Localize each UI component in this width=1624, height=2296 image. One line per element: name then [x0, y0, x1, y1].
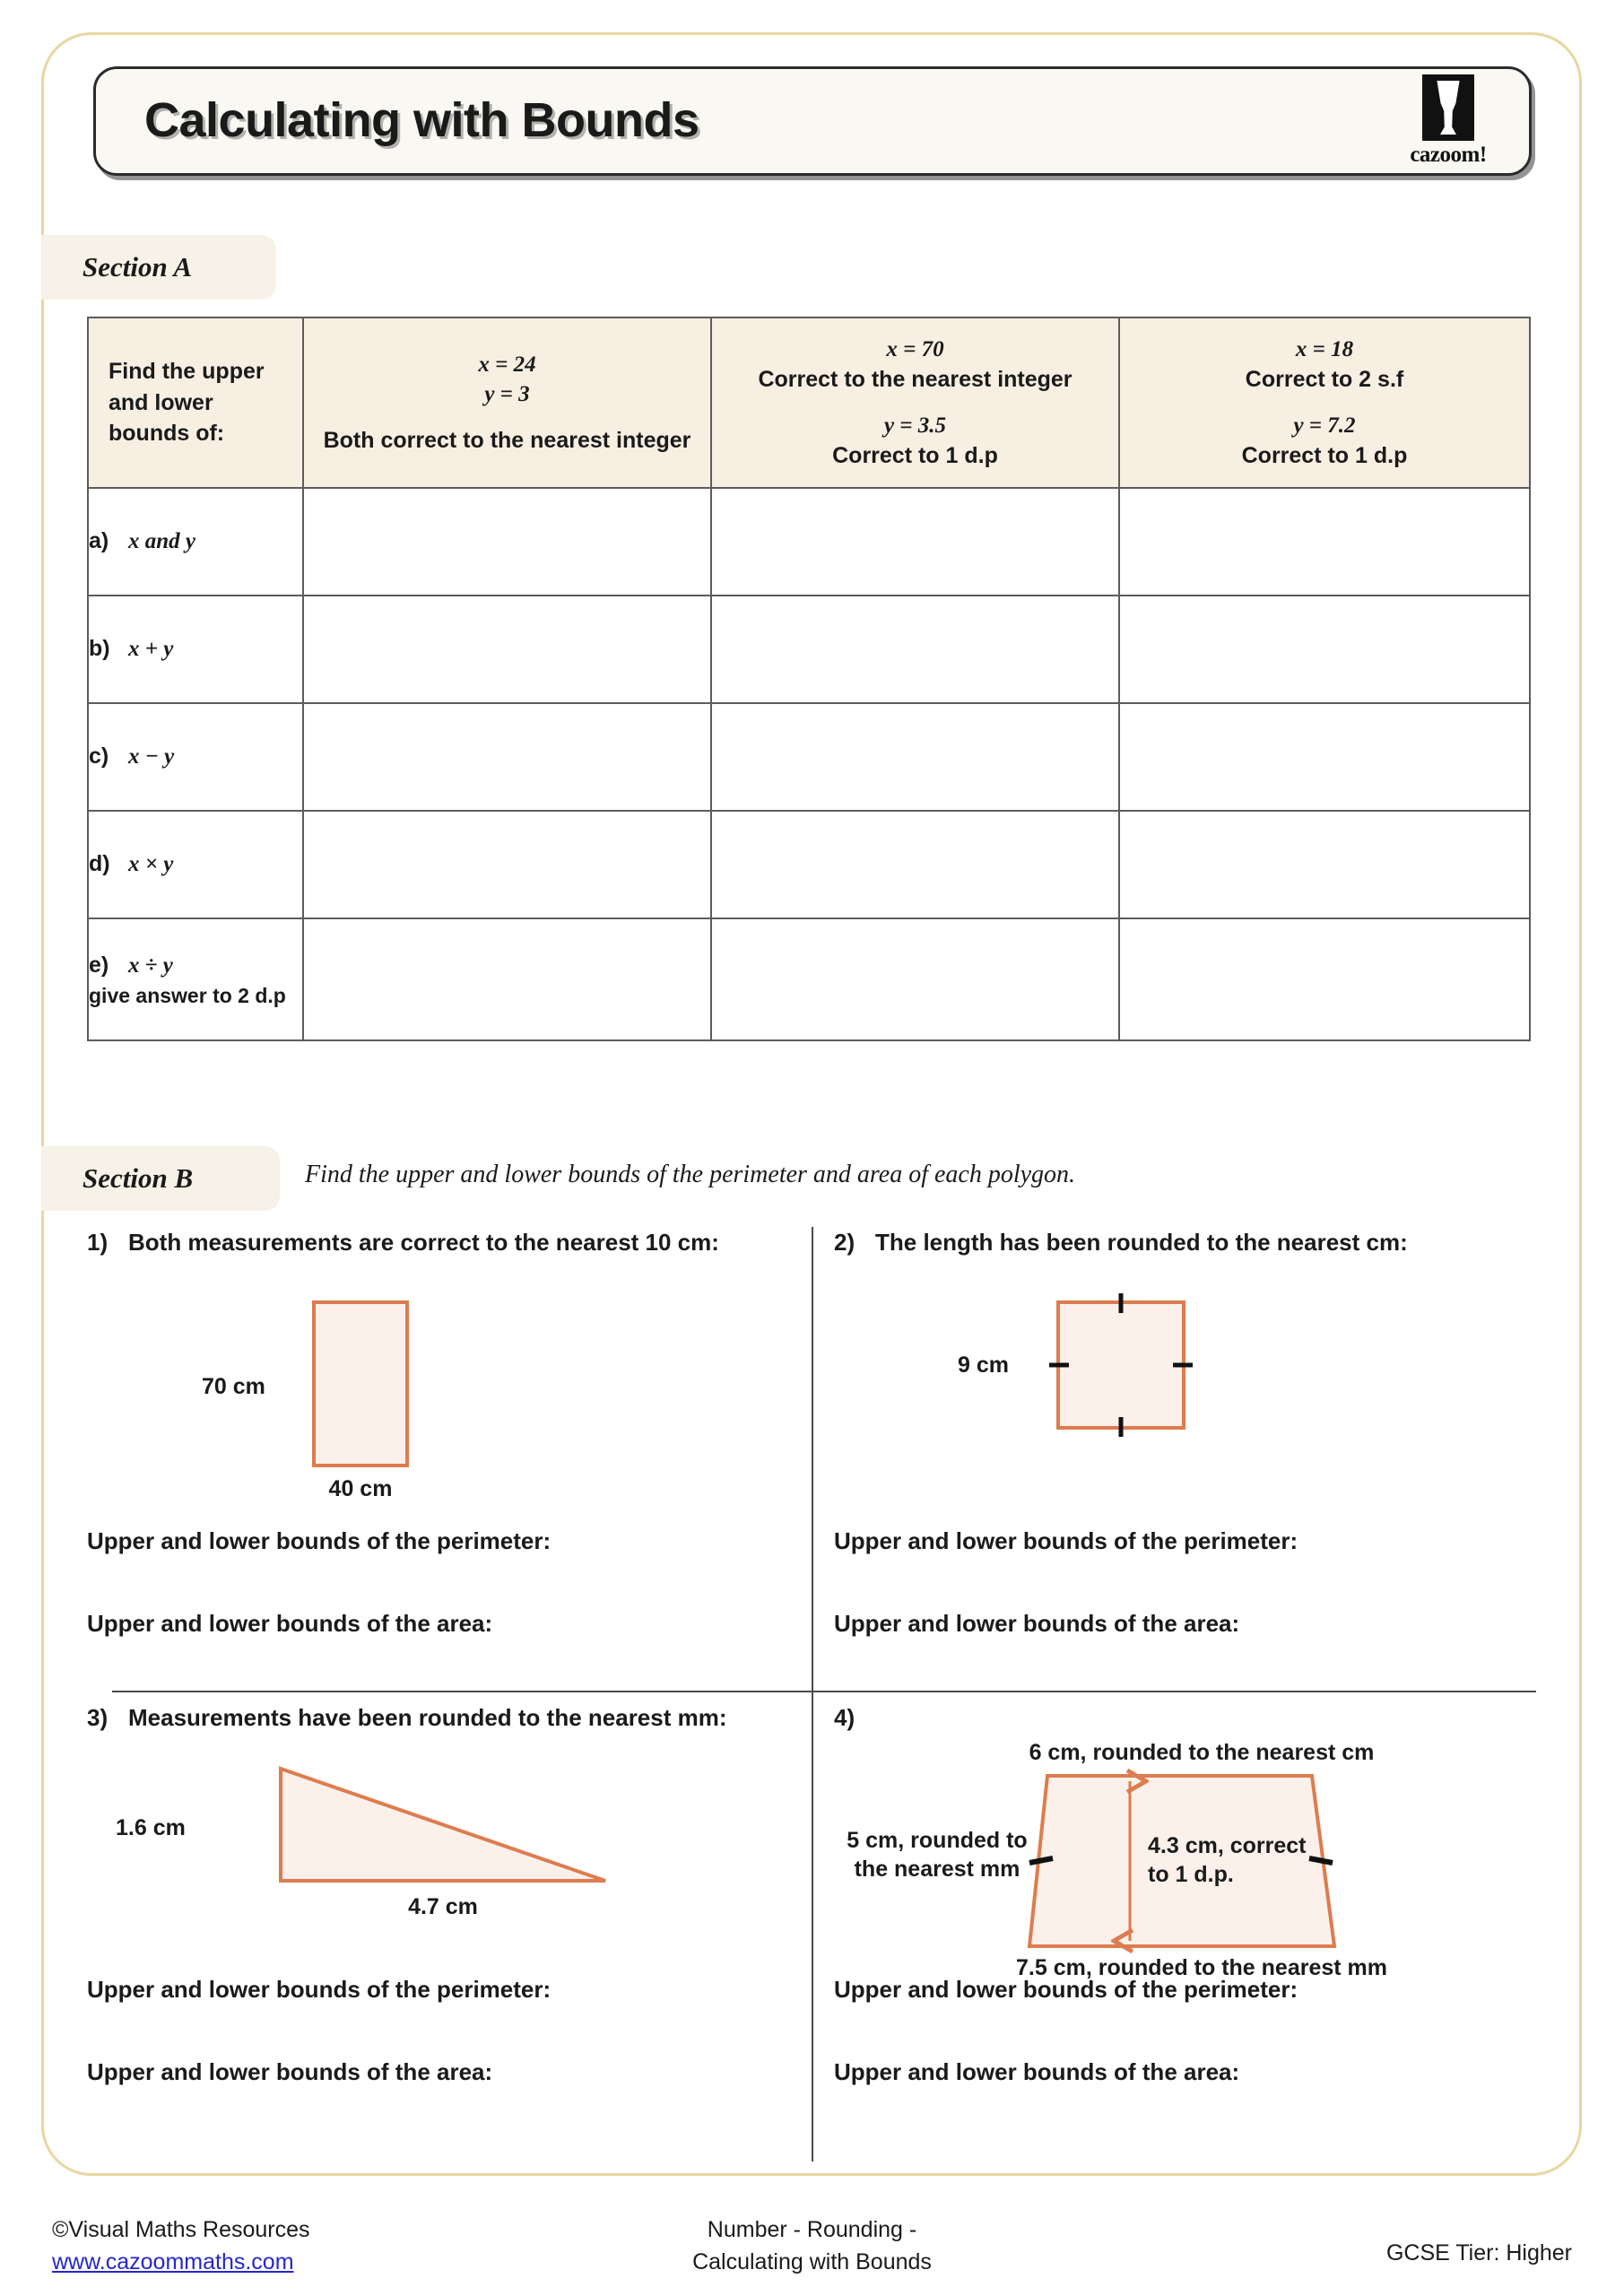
table-row: [88, 596, 1530, 703]
answer-cell-c2[interactable]: [711, 703, 1119, 811]
case3-x-note: Correct to 2 s.f: [1245, 366, 1404, 392]
table-row: [88, 488, 1530, 596]
answer-cell-e1[interactable]: [303, 918, 711, 1040]
rectangle-shape: [314, 1302, 407, 1465]
question-2-perimeter-prompt: Upper and lower bounds of the perimeter:: [834, 1527, 1298, 1555]
rectangle-width-label: 40 cm: [328, 1476, 393, 1502]
website-link[interactable]: www.cazoommaths.com: [52, 2249, 294, 2275]
row-divider: [112, 1691, 1536, 1692]
title-bar: [93, 66, 1532, 176]
question-2-area-prompt: Upper and lower bounds of the area:: [834, 1610, 1240, 1638]
case3-y-note: Correct to 1 d.p: [1241, 442, 1408, 468]
section-b-tab: Section B: [41, 1146, 280, 1211]
question-4-area-prompt: Upper and lower bounds of the area:: [834, 2058, 1240, 2086]
table-header-case-1: [303, 317, 711, 488]
table-row: [88, 811, 1530, 918]
answer-cell-c1[interactable]: [303, 703, 711, 811]
triangle-base-label: 4.7 cm: [408, 1894, 478, 1920]
trapezium-height-label: 4.3 cm, correct to 1 d.p.: [1148, 1833, 1307, 1888]
case2-x: x = 70: [886, 337, 944, 361]
cazoom-logo: [1407, 74, 1489, 168]
square-side-label: 9 cm: [958, 1352, 1009, 1378]
case3-y: y = 7.2: [1293, 413, 1356, 438]
row-expression-a: x and y: [128, 529, 195, 554]
section-b-instruction: Find the upper and lower bounds of the perimeter and area of each polygon.: [305, 1161, 1076, 1188]
answer-cell-a1[interactable]: [303, 488, 711, 596]
question-3-area-prompt: Upper and lower bounds of the area:: [87, 2058, 493, 2086]
row-label-d: [88, 811, 303, 918]
trapezium-top-label: 6 cm, rounded to the nearest cm: [1029, 1740, 1375, 1766]
bounds-table: [87, 317, 1531, 1041]
rectangle-diagram: [87, 1257, 795, 1526]
trapezium-bottom-label: 7.5 cm, rounded to the nearest mm: [1016, 1955, 1387, 1981]
row-index-e: e): [89, 952, 109, 978]
question-3-figure: [87, 1733, 795, 1975]
row-label-e: [88, 918, 303, 1040]
rectangle-height-label: 70 cm: [202, 1374, 265, 1400]
question-1-area-prompt: Upper and lower bounds of the area:: [87, 1610, 493, 1638]
table-header-prompt: Find the upper and lower bounds of:: [88, 317, 303, 488]
triangle-diagram: [87, 1733, 795, 1975]
row-expression-c: x − y: [128, 744, 175, 770]
answer-cell-b1[interactable]: [303, 596, 711, 703]
copyright-text: ©Visual Maths Resources: [52, 2217, 310, 2242]
topic-line-1: Number - Rounding -: [707, 2217, 917, 2242]
case1-x: x = 24: [478, 352, 536, 377]
question-4-text: [875, 1702, 1542, 1733]
row-expression-e: x ÷ y: [128, 953, 173, 978]
topic-line-2: Calculating with Bounds: [692, 2249, 932, 2275]
row-expression-b: x + y: [128, 637, 174, 662]
question-3-text: Measurements have been rounded to the nearest mm:: [128, 1704, 727, 1731]
table-header-row: [88, 317, 1530, 488]
case2-x-note: Correct to the nearest integer: [758, 366, 1073, 392]
question-2: [834, 1227, 1542, 1639]
triangle-height-label: 1.6 cm: [116, 1815, 186, 1841]
question-4-number: 4): [834, 1704, 855, 1731]
question-4-figure: [834, 1733, 1542, 1981]
question-3-perimeter-prompt: Upper and lower bounds of the perimeter:: [87, 1976, 551, 2004]
question-1-heading: [87, 1227, 795, 1257]
case1-y: y = 3: [484, 382, 530, 407]
question-1-perimeter-prompt: Upper and lower bounds of the perimeter:: [87, 1527, 551, 1555]
triangle-shape: [281, 1769, 605, 1881]
answer-cell-d1[interactable]: [303, 811, 711, 918]
answer-cell-d2[interactable]: [711, 811, 1119, 918]
row-label-b: [88, 596, 303, 703]
question-3-number: 3): [87, 1704, 109, 1731]
answer-cell-e3[interactable]: [1119, 918, 1530, 1040]
case3-x: x = 18: [1295, 337, 1354, 361]
question-2-heading: [834, 1227, 1542, 1257]
column-divider: [812, 1227, 813, 2161]
answer-cell-e2[interactable]: [711, 918, 1119, 1040]
question-1-text: Both measurements are correct to the nearest 10 cm:: [128, 1229, 719, 1256]
question-1: [87, 1227, 795, 1639]
question-2-text: The length has been rounded to the nearest cm:: [875, 1229, 1408, 1256]
table-row: [88, 918, 1530, 1040]
answer-cell-b3[interactable]: [1119, 596, 1530, 703]
question-3-heading: [87, 1702, 795, 1733]
square-diagram: [834, 1257, 1542, 1526]
question-1-figure: [87, 1257, 795, 1526]
row-expression-d: x × y: [128, 852, 174, 877]
row-index-a: a): [89, 528, 109, 554]
table-row: [88, 703, 1530, 811]
question-2-number: 2): [834, 1229, 855, 1256]
question-4-heading: [834, 1702, 1542, 1733]
answer-cell-a2[interactable]: [711, 488, 1119, 596]
question-4-perimeter-prompt: Upper and lower bounds of the perimeter:: [834, 1976, 1298, 2004]
square-shape: [1058, 1302, 1184, 1428]
case2-y-note: Correct to 1 d.p: [832, 442, 998, 468]
answer-cell-c3[interactable]: [1119, 703, 1530, 811]
footer-topic: [0, 2213, 1624, 2279]
table-header-case-2: [711, 317, 1119, 488]
row-label-c: [88, 703, 303, 811]
question-4: [834, 1702, 1542, 2088]
row-index-b: b): [89, 636, 110, 662]
brand-name: cazoom!: [1410, 143, 1487, 167]
trapezium-left-label: 5 cm, rounded to the nearest mm: [847, 1828, 1028, 1883]
section-a-tab: Section A: [41, 235, 276, 300]
tier-label: GCSE Tier: Higher: [1385, 2240, 1572, 2266]
page-footer: [0, 2213, 1624, 2296]
row-subnote-e: give answer to 2 d.p: [89, 983, 286, 1007]
table-header-case-3: [1119, 317, 1530, 488]
row-index-c: c): [89, 744, 109, 770]
row-index-d: d): [89, 851, 110, 877]
row-label-a: [88, 488, 303, 596]
question-1-number: 1): [87, 1229, 109, 1256]
answer-cell-b2[interactable]: [711, 596, 1119, 703]
answer-cell-d3[interactable]: [1119, 811, 1530, 918]
page-title: Calculating with Bounds: [144, 92, 699, 147]
question-2-figure: [834, 1257, 1542, 1526]
case2-y: y = 3.5: [883, 413, 947, 438]
hourglass-icon: [1422, 74, 1474, 141]
case1-note: Both correct to the nearest integer: [323, 427, 691, 453]
answer-cell-a3[interactable]: [1119, 488, 1530, 596]
question-3: [87, 1702, 795, 2088]
